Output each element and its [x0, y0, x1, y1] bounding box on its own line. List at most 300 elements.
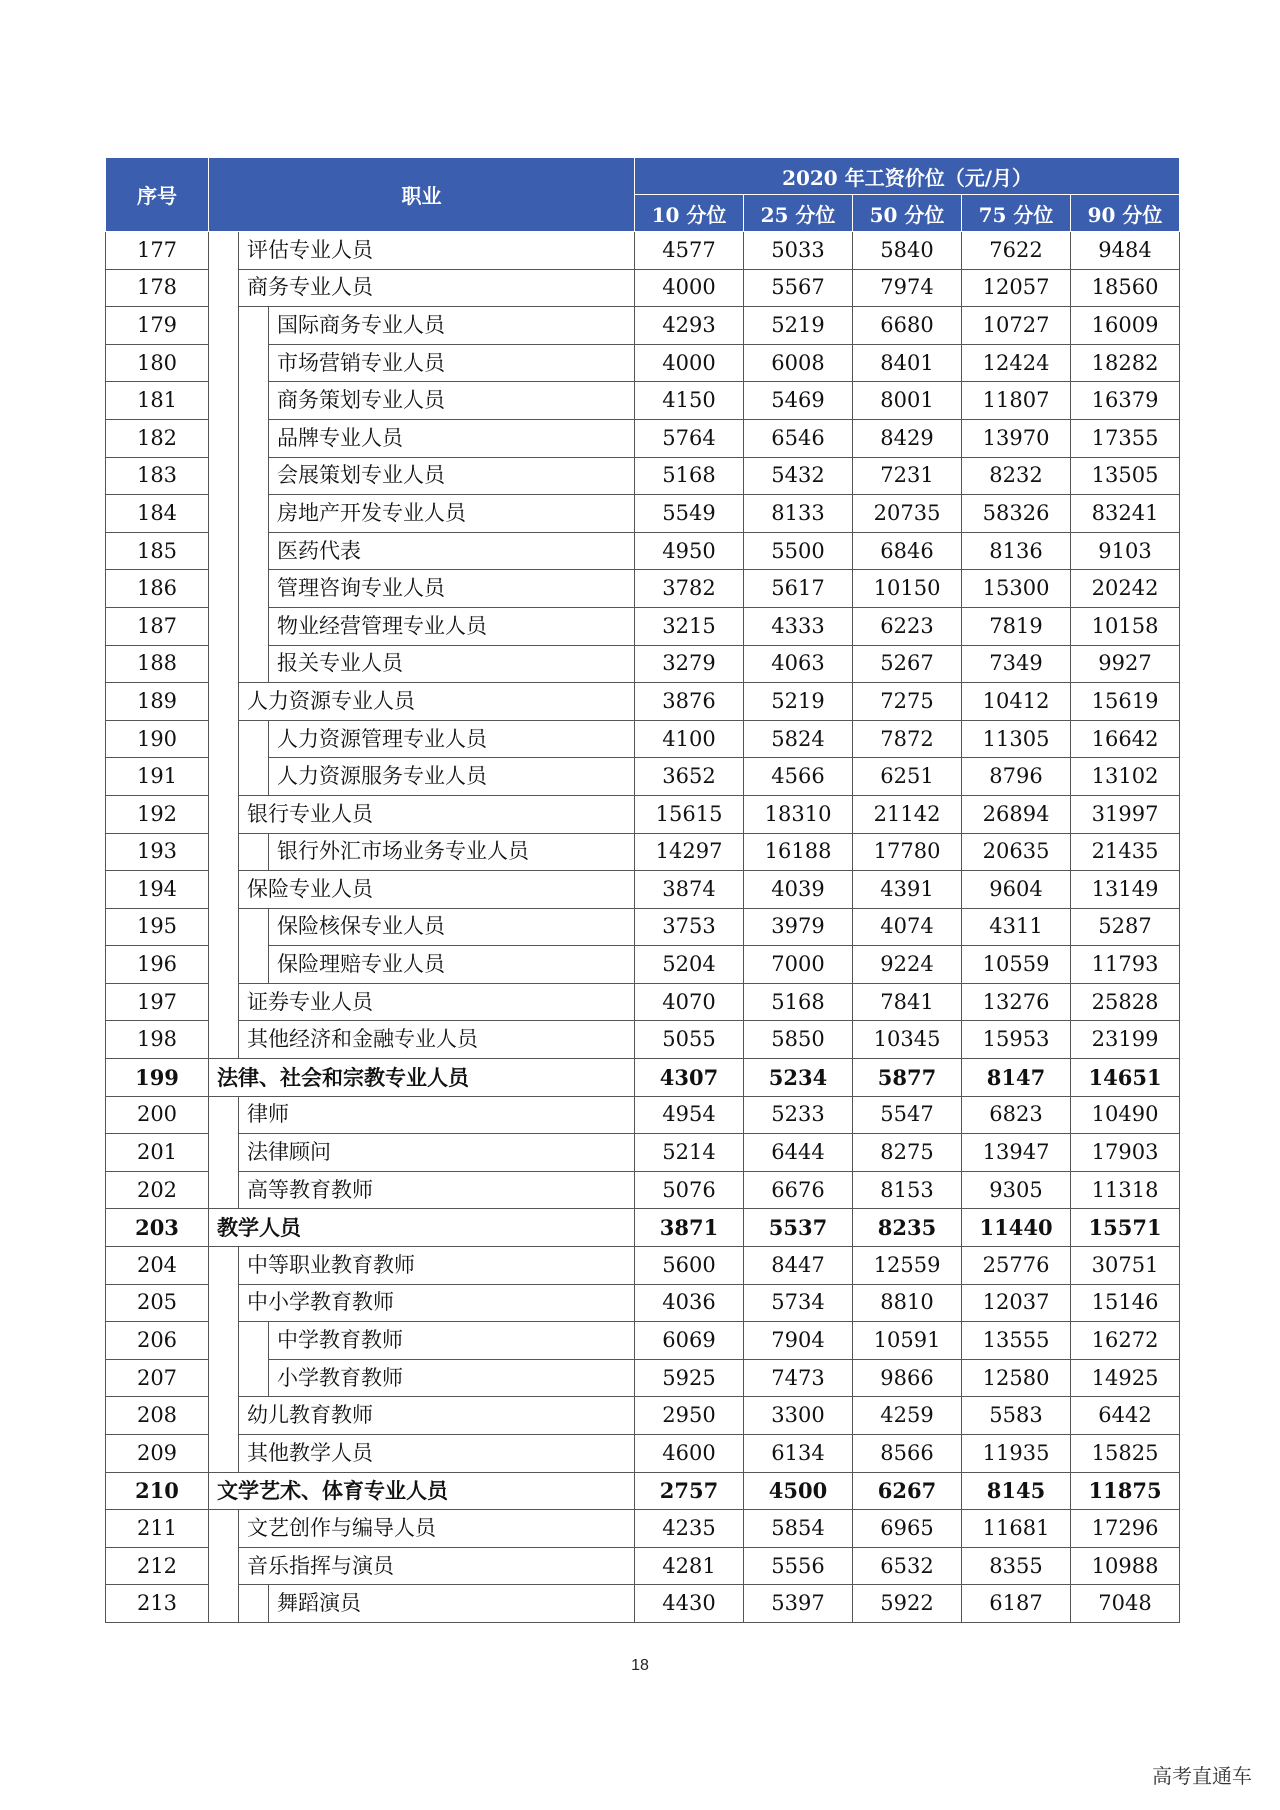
- occupation-name: 银行外汇市场业务专业人员: [269, 833, 635, 871]
- header-p10: 10 分位: [635, 195, 744, 232]
- row-number: 196: [106, 946, 209, 984]
- wage-cell: 8232: [962, 457, 1071, 495]
- wage-cell: 8001: [853, 382, 962, 420]
- wage-cell: 14925: [1071, 1359, 1180, 1397]
- wage-cell: 5764: [635, 419, 744, 457]
- occupation-name: 保险核保专业人员: [269, 908, 635, 946]
- wage-cell: 9224: [853, 946, 962, 984]
- wage-cell: 58326: [962, 495, 1071, 533]
- wage-cell: 10150: [853, 570, 962, 608]
- indent-cell: [239, 908, 269, 946]
- header-no: 序号: [106, 158, 209, 232]
- row-number: 207: [106, 1359, 209, 1397]
- row-number: 205: [106, 1284, 209, 1322]
- wage-cell: 7473: [744, 1359, 853, 1397]
- indent-cell: [209, 1247, 239, 1285]
- row-number: 177: [106, 232, 209, 270]
- wage-cell: 12037: [962, 1284, 1071, 1322]
- indent-cell: [209, 1397, 239, 1435]
- table-row: [106, 1247, 1180, 1285]
- wage-cell: 9866: [853, 1359, 962, 1397]
- wage-cell: 4063: [744, 645, 853, 683]
- wage-cell: 11935: [962, 1435, 1071, 1473]
- table-row: [106, 1435, 1180, 1473]
- wage-cell: 8796: [962, 758, 1071, 796]
- table-row: [106, 1585, 1180, 1623]
- wage-cell: 7904: [744, 1322, 853, 1360]
- row-number: 191: [106, 758, 209, 796]
- wage-cell: 16272: [1071, 1322, 1180, 1360]
- wage-cell: 3279: [635, 645, 744, 683]
- wage-cell: 12559: [853, 1247, 962, 1285]
- wage-cell: 8275: [853, 1134, 962, 1172]
- table-row: [106, 1209, 1180, 1247]
- wage-cell: 7275: [853, 683, 962, 721]
- wage-cell: 8136: [962, 532, 1071, 570]
- table-row: [106, 307, 1180, 345]
- indent-cell: [209, 382, 239, 420]
- wage-cell: 5033: [744, 232, 853, 270]
- row-number: 180: [106, 344, 209, 382]
- indent-cell: [209, 1359, 239, 1397]
- indent-cell: [209, 871, 239, 909]
- indent-cell: [239, 344, 269, 382]
- wage-cell: 4566: [744, 758, 853, 796]
- wage-cell: 8147: [962, 1059, 1071, 1097]
- wage-cell: 15619: [1071, 683, 1180, 721]
- occupation-name: 会展策划专业人员: [269, 457, 635, 495]
- table-body: [106, 232, 1180, 1623]
- indent-cell: [239, 645, 269, 683]
- wage-cell: 4500: [744, 1472, 853, 1510]
- wage-cell: 4100: [635, 720, 744, 758]
- wage-cell: 16188: [744, 833, 853, 871]
- indent-cell: [209, 1134, 239, 1172]
- table-row: [106, 946, 1180, 984]
- occupation-name: 人力资源专业人员: [239, 683, 635, 721]
- wage-cell: 4281: [635, 1547, 744, 1585]
- wage-cell: 3753: [635, 908, 744, 946]
- indent-cell: [209, 1021, 239, 1059]
- wage-cell: 5219: [744, 307, 853, 345]
- wage-cell: 6267: [853, 1472, 962, 1510]
- wage-cell: 3782: [635, 570, 744, 608]
- wage-cell: 10345: [853, 1021, 962, 1059]
- wage-cell: 5840: [853, 232, 962, 270]
- indent-cell: [209, 946, 239, 984]
- occupation-name: 国际商务专业人员: [269, 307, 635, 345]
- row-number: 201: [106, 1134, 209, 1172]
- wage-cell: 6187: [962, 1585, 1071, 1623]
- row-number: 181: [106, 382, 209, 420]
- wage-cell: 15300: [962, 570, 1071, 608]
- wage-cell: 13149: [1071, 871, 1180, 909]
- wage-cell: 5214: [635, 1134, 744, 1172]
- table-row: [106, 570, 1180, 608]
- table-row: [106, 645, 1180, 683]
- wage-table: [105, 157, 1180, 1623]
- row-number: 194: [106, 871, 209, 909]
- indent-cell: [209, 645, 239, 683]
- indent-cell: [239, 1322, 269, 1360]
- row-number: 203: [106, 1209, 209, 1247]
- wage-cell: 5925: [635, 1359, 744, 1397]
- table-row: [106, 1472, 1180, 1510]
- wage-cell: 26894: [962, 795, 1071, 833]
- table-row: [106, 908, 1180, 946]
- indent-cell: [239, 1585, 269, 1623]
- wage-cell: 8153: [853, 1171, 962, 1209]
- watermark: 高考直通车: [1152, 1764, 1252, 1788]
- wage-cell: 8810: [853, 1284, 962, 1322]
- wage-cell: 4293: [635, 307, 744, 345]
- table-row: [106, 607, 1180, 645]
- wage-cell: 20735: [853, 495, 962, 533]
- wage-cell: 8566: [853, 1435, 962, 1473]
- wage-cell: 5617: [744, 570, 853, 608]
- wage-cell: 7349: [962, 645, 1071, 683]
- row-number: 200: [106, 1096, 209, 1134]
- row-number: 184: [106, 495, 209, 533]
- wage-cell: 8447: [744, 1247, 853, 1285]
- indent-cell: [209, 683, 239, 721]
- wage-cell: 5734: [744, 1284, 853, 1322]
- wage-cell: 5219: [744, 683, 853, 721]
- occupation-name: 证券专业人员: [239, 983, 635, 1021]
- wage-cell: 3874: [635, 871, 744, 909]
- wage-cell: 10988: [1071, 1547, 1180, 1585]
- wage-cell: 6823: [962, 1096, 1071, 1134]
- wage-cell: 14297: [635, 833, 744, 871]
- wage-cell: 11440: [962, 1209, 1071, 1247]
- wage-cell: 11318: [1071, 1171, 1180, 1209]
- wage-cell: 4000: [635, 269, 744, 307]
- wage-cell: 4954: [635, 1096, 744, 1134]
- wage-cell: 4333: [744, 607, 853, 645]
- occupation-name: 中等职业教育教师: [239, 1247, 635, 1285]
- occupation-name: 舞蹈演员: [269, 1585, 635, 1623]
- wage-cell: 5234: [744, 1059, 853, 1097]
- indent-cell: [209, 758, 239, 796]
- row-number: 212: [106, 1547, 209, 1585]
- occupation-name: 音乐指挥与演员: [239, 1547, 635, 1585]
- wage-cell: 5567: [744, 269, 853, 307]
- table-row: [106, 1059, 1180, 1097]
- wage-cell: 5824: [744, 720, 853, 758]
- row-number: 182: [106, 419, 209, 457]
- wage-cell: 5600: [635, 1247, 744, 1285]
- wage-cell: 17780: [853, 833, 962, 871]
- wage-cell: 5537: [744, 1209, 853, 1247]
- wage-cell: 3876: [635, 683, 744, 721]
- wage-cell: 18560: [1071, 269, 1180, 307]
- table-row: [106, 1397, 1180, 1435]
- wage-cell: 9305: [962, 1171, 1071, 1209]
- wage-cell: 7819: [962, 607, 1071, 645]
- wage-cell: 11793: [1071, 946, 1180, 984]
- occupation-name: 其他经济和金融专业人员: [239, 1021, 635, 1059]
- wage-cell: 4430: [635, 1585, 744, 1623]
- wage-cell: 13276: [962, 983, 1071, 1021]
- wage-cell: 8355: [962, 1547, 1071, 1585]
- wage-cell: 6546: [744, 419, 853, 457]
- wage-cell: 5432: [744, 457, 853, 495]
- occupation-name: 中学教育教师: [269, 1322, 635, 1360]
- row-number: 204: [106, 1247, 209, 1285]
- row-number: 183: [106, 457, 209, 495]
- wage-cell: 13947: [962, 1134, 1071, 1172]
- wage-cell: 11681: [962, 1510, 1071, 1548]
- wage-cell: 13970: [962, 419, 1071, 457]
- wage-cell: 10490: [1071, 1096, 1180, 1134]
- indent-cell: [239, 720, 269, 758]
- wage-cell: 4039: [744, 871, 853, 909]
- header-p50: 50 分位: [853, 195, 962, 232]
- indent-cell: [209, 720, 239, 758]
- row-number: 189: [106, 683, 209, 721]
- table-row: [106, 871, 1180, 909]
- occupation-name: 银行专业人员: [239, 795, 635, 833]
- wage-cell: 5267: [853, 645, 962, 683]
- indent-cell: [239, 946, 269, 984]
- wage-cell: 8145: [962, 1472, 1071, 1510]
- wage-cell: 7841: [853, 983, 962, 1021]
- table-header: [106, 158, 1180, 232]
- wage-cell: 15146: [1071, 1284, 1180, 1322]
- wage-cell: 5500: [744, 532, 853, 570]
- wage-cell: 6532: [853, 1547, 962, 1585]
- table-row: [106, 382, 1180, 420]
- wage-cell: 4311: [962, 908, 1071, 946]
- header-occupation: 职业: [209, 158, 635, 232]
- occupation-name: 保险理赔专业人员: [269, 946, 635, 984]
- wage-cell: 15615: [635, 795, 744, 833]
- wage-cell: 9103: [1071, 532, 1180, 570]
- occupation-name: 其他教学人员: [239, 1435, 635, 1473]
- wage-cell: 11305: [962, 720, 1071, 758]
- occupation-name: 市场营销专业人员: [269, 344, 635, 382]
- wage-cell: 9484: [1071, 232, 1180, 270]
- table-row: [106, 419, 1180, 457]
- indent-cell: [239, 495, 269, 533]
- table-row: [106, 457, 1180, 495]
- table-row: [106, 983, 1180, 1021]
- wage-cell: 20242: [1071, 570, 1180, 608]
- indent-cell: [209, 983, 239, 1021]
- wage-cell: 3300: [744, 1397, 853, 1435]
- occupation-name: 中小学教育教师: [239, 1284, 635, 1322]
- indent-cell: [209, 457, 239, 495]
- wage-cell: 14651: [1071, 1059, 1180, 1097]
- wage-cell: 11807: [962, 382, 1071, 420]
- wage-cell: 6442: [1071, 1397, 1180, 1435]
- wage-cell: 5854: [744, 1510, 853, 1548]
- occupation-name: 高等教育教师: [239, 1171, 635, 1209]
- wage-cell: 8401: [853, 344, 962, 382]
- header-p90: 90 分位: [1071, 195, 1180, 232]
- wage-cell: 10591: [853, 1322, 962, 1360]
- indent-cell: [239, 382, 269, 420]
- occupation-name: 教学人员: [209, 1209, 635, 1247]
- occupation-name: 品牌专业人员: [269, 419, 635, 457]
- wage-cell: 5549: [635, 495, 744, 533]
- indent-cell: [209, 1171, 239, 1209]
- wage-cell: 8133: [744, 495, 853, 533]
- wage-cell: 6680: [853, 307, 962, 345]
- wage-cell: 7974: [853, 269, 962, 307]
- occupation-name: 律师: [239, 1096, 635, 1134]
- wage-cell: 3215: [635, 607, 744, 645]
- wage-cell: 5547: [853, 1096, 962, 1134]
- wage-cell: 12424: [962, 344, 1071, 382]
- occupation-name: 保险专业人员: [239, 871, 635, 909]
- wage-cell: 15571: [1071, 1209, 1180, 1247]
- wage-cell: 7000: [744, 946, 853, 984]
- table-row: [106, 1096, 1180, 1134]
- wage-cell: 3979: [744, 908, 853, 946]
- wage-cell: 6676: [744, 1171, 853, 1209]
- table-row: [106, 1171, 1180, 1209]
- wage-cell: 12057: [962, 269, 1071, 307]
- indent-cell: [209, 795, 239, 833]
- row-number: 197: [106, 983, 209, 1021]
- wage-cell: 4000: [635, 344, 744, 382]
- row-number: 213: [106, 1585, 209, 1623]
- wage-cell: 8429: [853, 419, 962, 457]
- indent-cell: [209, 344, 239, 382]
- indent-cell: [239, 307, 269, 345]
- wage-cell: 5583: [962, 1397, 1071, 1435]
- indent-cell: [239, 457, 269, 495]
- indent-cell: [209, 908, 239, 946]
- wage-cell: 4150: [635, 382, 744, 420]
- indent-cell: [209, 1435, 239, 1473]
- wage-cell: 13102: [1071, 758, 1180, 796]
- occupation-name: 文学艺术、体育专业人员: [209, 1472, 635, 1510]
- row-number: 199: [106, 1059, 209, 1097]
- table-row: [106, 532, 1180, 570]
- table-row: [106, 1547, 1180, 1585]
- wage-cell: 23199: [1071, 1021, 1180, 1059]
- wage-cell: 10412: [962, 683, 1071, 721]
- wage-cell: 18282: [1071, 344, 1180, 382]
- occupation-name: 小学教育教师: [269, 1359, 635, 1397]
- wage-cell: 83241: [1071, 495, 1180, 533]
- wage-cell: 4070: [635, 983, 744, 1021]
- indent-cell: [209, 419, 239, 457]
- wage-cell: 30751: [1071, 1247, 1180, 1285]
- table-row: [106, 1021, 1180, 1059]
- wage-cell: 16009: [1071, 307, 1180, 345]
- wage-cell: 4391: [853, 871, 962, 909]
- wage-cell: 20635: [962, 833, 1071, 871]
- wage-cell: 5204: [635, 946, 744, 984]
- wage-cell: 10727: [962, 307, 1071, 345]
- wage-cell: 7872: [853, 720, 962, 758]
- wage-cell: 21435: [1071, 833, 1180, 871]
- row-number: 179: [106, 307, 209, 345]
- wage-cell: 16642: [1071, 720, 1180, 758]
- wage-cell: 5055: [635, 1021, 744, 1059]
- wage-cell: 31997: [1071, 795, 1180, 833]
- wage-cell: 21142: [853, 795, 962, 833]
- table-row: [106, 495, 1180, 533]
- row-number: 195: [106, 908, 209, 946]
- wage-cell: 16379: [1071, 382, 1180, 420]
- wage-cell: 10158: [1071, 607, 1180, 645]
- wage-cell: 3652: [635, 758, 744, 796]
- table-row: [106, 1134, 1180, 1172]
- wage-cell: 6008: [744, 344, 853, 382]
- occupation-name: 法律顾问: [239, 1134, 635, 1172]
- indent-cell: [209, 269, 239, 307]
- wage-cell: 7048: [1071, 1585, 1180, 1623]
- row-number: 185: [106, 532, 209, 570]
- wage-cell: 13555: [962, 1322, 1071, 1360]
- header-p25: 25 分位: [744, 195, 853, 232]
- wage-cell: 17355: [1071, 419, 1180, 457]
- wage-cell: 4259: [853, 1397, 962, 1435]
- wage-cell: 25776: [962, 1247, 1071, 1285]
- wage-cell: 4074: [853, 908, 962, 946]
- row-number: 186: [106, 570, 209, 608]
- occupation-name: 物业经营管理专业人员: [269, 607, 635, 645]
- wage-cell: 5168: [635, 457, 744, 495]
- page-number: 18: [631, 1657, 649, 1674]
- wage-cell: 5922: [853, 1585, 962, 1623]
- wage-cell: 4307: [635, 1059, 744, 1097]
- indent-cell: [239, 419, 269, 457]
- wage-cell: 7622: [962, 232, 1071, 270]
- occupation-name: 报关专业人员: [269, 645, 635, 683]
- indent-cell: [239, 758, 269, 796]
- row-number: 193: [106, 833, 209, 871]
- wage-cell: 4036: [635, 1284, 744, 1322]
- table-row: [106, 720, 1180, 758]
- wage-cell: 5850: [744, 1021, 853, 1059]
- indent-cell: [209, 570, 239, 608]
- occupation-name: 人力资源服务专业人员: [269, 758, 635, 796]
- wage-cell: 17296: [1071, 1510, 1180, 1548]
- table-row: [106, 1284, 1180, 1322]
- header-p75: 75 分位: [962, 195, 1071, 232]
- indent-cell: [209, 307, 239, 345]
- wage-cell: 18310: [744, 795, 853, 833]
- row-number: 211: [106, 1510, 209, 1548]
- wage-cell: 12580: [962, 1359, 1071, 1397]
- wage-cell: 2757: [635, 1472, 744, 1510]
- occupation-name: 医药代表: [269, 532, 635, 570]
- occupation-name: 商务策划专业人员: [269, 382, 635, 420]
- indent-cell: [209, 495, 239, 533]
- table-row: [106, 683, 1180, 721]
- indent-cell: [209, 1585, 239, 1623]
- wage-cell: 3871: [635, 1209, 744, 1247]
- wage-cell: 6251: [853, 758, 962, 796]
- header-wage-group: 2020 年工资价位（元/月）: [635, 158, 1180, 195]
- wage-cell: 10559: [962, 946, 1071, 984]
- wage-cell: 6965: [853, 1510, 962, 1548]
- indent-cell: [239, 833, 269, 871]
- wage-cell: 5877: [853, 1059, 962, 1097]
- wage-cell: 5556: [744, 1547, 853, 1585]
- wage-cell: 5397: [744, 1585, 853, 1623]
- wage-cell: 6846: [853, 532, 962, 570]
- table-row: [106, 833, 1180, 871]
- wage-cell: 15825: [1071, 1435, 1180, 1473]
- indent-cell: [209, 1547, 239, 1585]
- wage-cell: 9604: [962, 871, 1071, 909]
